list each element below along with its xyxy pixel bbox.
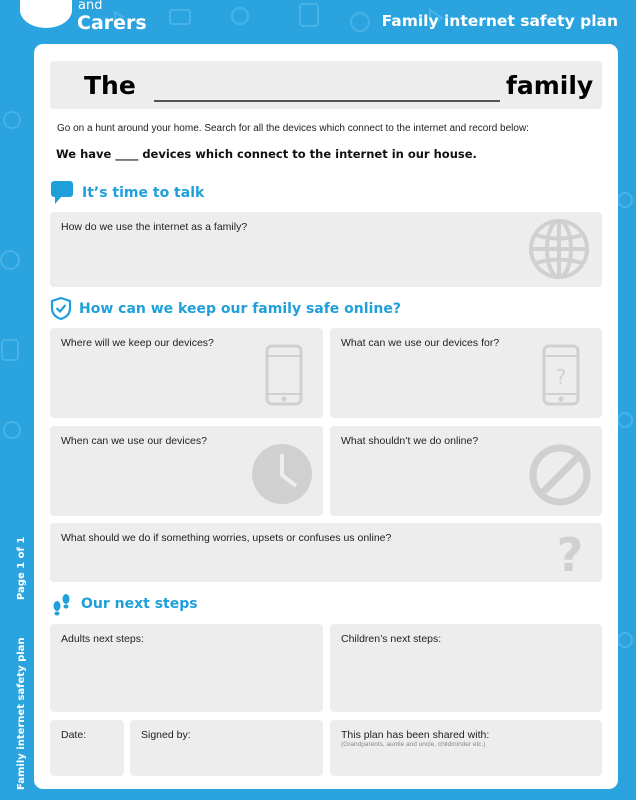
question-family-use: How do we use the internet as a family? <box>61 221 248 233</box>
answer-box-date[interactable] <box>50 720 124 776</box>
question-keep-devices: Where will we keep our devices? <box>61 337 214 349</box>
shared-label: This plan has been shared with: <box>341 729 490 741</box>
family-name-box <box>50 61 602 109</box>
question-when-use: When can we use our devices? <box>61 435 207 447</box>
answer-box-signed[interactable] <box>130 720 323 776</box>
logo <box>20 0 150 42</box>
section-safe-title: How can we keep our family safe online? <box>79 300 401 317</box>
logo-shape <box>20 0 72 28</box>
answer-box-family-use[interactable] <box>50 212 602 287</box>
logo-and-text: and <box>78 0 103 13</box>
title-family: family <box>506 71 594 100</box>
intro-text: Go on a hunt around your home. Search for all the devices which connect to the internet and record below: <box>57 123 529 134</box>
question-shouldnt: What shouldn’t we do online? <box>341 435 479 447</box>
devices-sentence: We have ____ devices which connect to the internet in our house. <box>56 147 477 161</box>
answer-box-worries[interactable] <box>50 523 602 582</box>
answer-box-adults-steps[interactable] <box>50 624 323 712</box>
svg-text:?: ? <box>555 365 567 389</box>
answer-box-use-for[interactable] <box>330 328 602 418</box>
shared-hint: (Grandparents, auntie and uncle, childminder etc.) <box>341 741 486 748</box>
globe-icon <box>528 218 590 280</box>
title-the: The <box>84 71 136 100</box>
phone-question-icon <box>542 344 580 406</box>
question-worries: What should we do if something worries, upsets or confuses us online? <box>61 532 392 544</box>
page-indicator: Page 1 of 1 <box>16 536 27 600</box>
shield-check-icon <box>50 296 72 321</box>
family-name-field[interactable] <box>154 100 500 102</box>
logo-carers-text: Carers <box>77 12 147 34</box>
answer-box-when-use[interactable] <box>50 426 323 516</box>
date-label: Date: <box>61 729 87 741</box>
svg-text:?: ? <box>556 529 584 579</box>
section-talk-title: It’s time to talk <box>82 184 205 201</box>
section-steps-heading <box>50 592 198 616</box>
section-safe-heading <box>50 296 401 321</box>
answer-box-shouldnt[interactable] <box>330 426 602 516</box>
adults-steps-label: Adults next steps: <box>61 633 144 645</box>
answer-box-keep-devices[interactable] <box>50 328 323 418</box>
clock-icon <box>250 442 314 506</box>
question-mark-icon <box>555 529 585 579</box>
question-use-for: What can we use our devices for? <box>341 337 500 349</box>
prohibited-icon <box>528 443 592 507</box>
phone-icon <box>265 344 303 406</box>
speech-bubble-icon <box>50 180 75 205</box>
answer-box-shared[interactable] <box>330 720 602 776</box>
section-talk-heading <box>50 180 204 205</box>
side-plan-label: Family internet safety plan <box>16 637 27 790</box>
answer-box-children-steps[interactable] <box>330 624 602 712</box>
footprints-icon <box>50 592 74 616</box>
signed-label: Signed by: <box>141 729 191 741</box>
section-steps-title: Our next steps <box>81 596 198 612</box>
children-steps-label: Children’s next steps: <box>341 633 442 645</box>
header-title: Family internet safety plan <box>381 12 618 30</box>
worksheet-paper <box>34 44 618 789</box>
